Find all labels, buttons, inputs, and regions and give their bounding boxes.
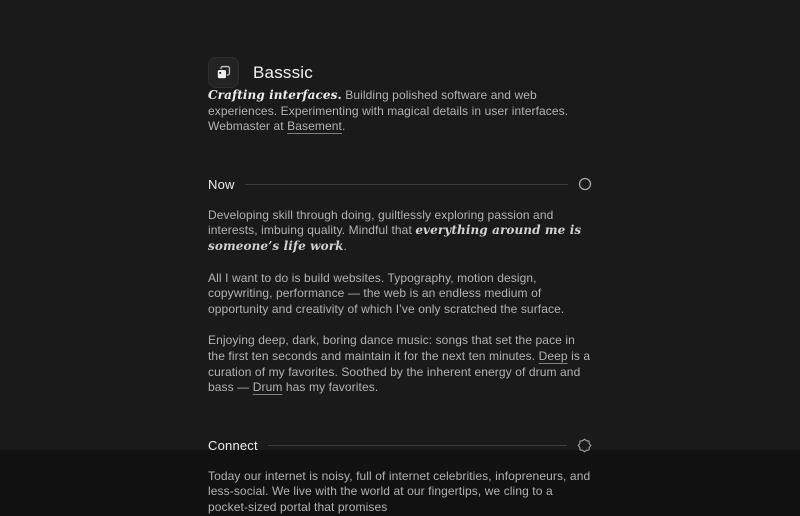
site-logo[interactable] bbox=[208, 57, 239, 88]
site-header bbox=[208, 57, 592, 88]
intro-lead: Crafting interfaces. bbox=[208, 88, 342, 102]
now-paragraph-3 bbox=[208, 333, 592, 395]
connect-paragraph-1: Today our internet is noisy, full of internet celebrities, infopreneurs, and less-social. We live with the world at our fingertips, we cling to a pocket-sized portal that promises bbox=[208, 468, 591, 514]
now-paragraph-1 bbox=[208, 208, 592, 255]
circle-icon bbox=[578, 177, 592, 191]
content-column bbox=[208, 0, 592, 516]
now-p1-after: . bbox=[343, 238, 347, 253]
section-now bbox=[208, 177, 592, 396]
now-p3-after: has my favorites. bbox=[282, 380, 379, 395]
now-section-header bbox=[208, 177, 592, 192]
intro-body: Building polished software and web experiences. Experimenting with magical details in user interfaces. Webmaster at bbox=[208, 88, 569, 134]
link-drum[interactable]: Drum bbox=[252, 380, 283, 395]
now-paragraph-2: All I want to do is build websites. Typography, motion design, copywriting, performance — the web is an endless medium of opportunity and creativity of which I’ve only scratched the surface. bbox=[208, 270, 565, 316]
link-deep[interactable]: Deep bbox=[538, 348, 568, 363]
now-p1-text: Developing skill through doing, guiltlessly exploring passion and interests, imbuing quality. Mindful that bbox=[208, 207, 554, 238]
intro-after-link: . bbox=[341, 119, 346, 134]
connect-section-title: Connect bbox=[208, 437, 258, 453]
section-connect bbox=[208, 438, 592, 516]
stacked-squares-icon bbox=[215, 64, 232, 81]
badge-icon bbox=[577, 438, 592, 453]
intro-paragraph bbox=[208, 88, 592, 135]
link-basement[interactable]: Basement bbox=[287, 119, 342, 134]
now-section-title: Now bbox=[208, 176, 235, 192]
now-rule-line bbox=[245, 184, 568, 185]
now-p3-text: Enjoying deep, dark, boring dance music: songs that set the pace in the first ten seconds and maintain it for the next ten minutes. bbox=[208, 333, 575, 363]
now-p1-italic: everything around me is someone’s life work bbox=[208, 223, 582, 253]
connect-section-header bbox=[208, 438, 592, 453]
site-title: Basssic bbox=[253, 62, 313, 82]
now-p3-mid: is a curation of my favorites. Soothed by the inherent energy of drum and bass — bbox=[208, 348, 591, 395]
connect-rule-line bbox=[268, 445, 567, 446]
